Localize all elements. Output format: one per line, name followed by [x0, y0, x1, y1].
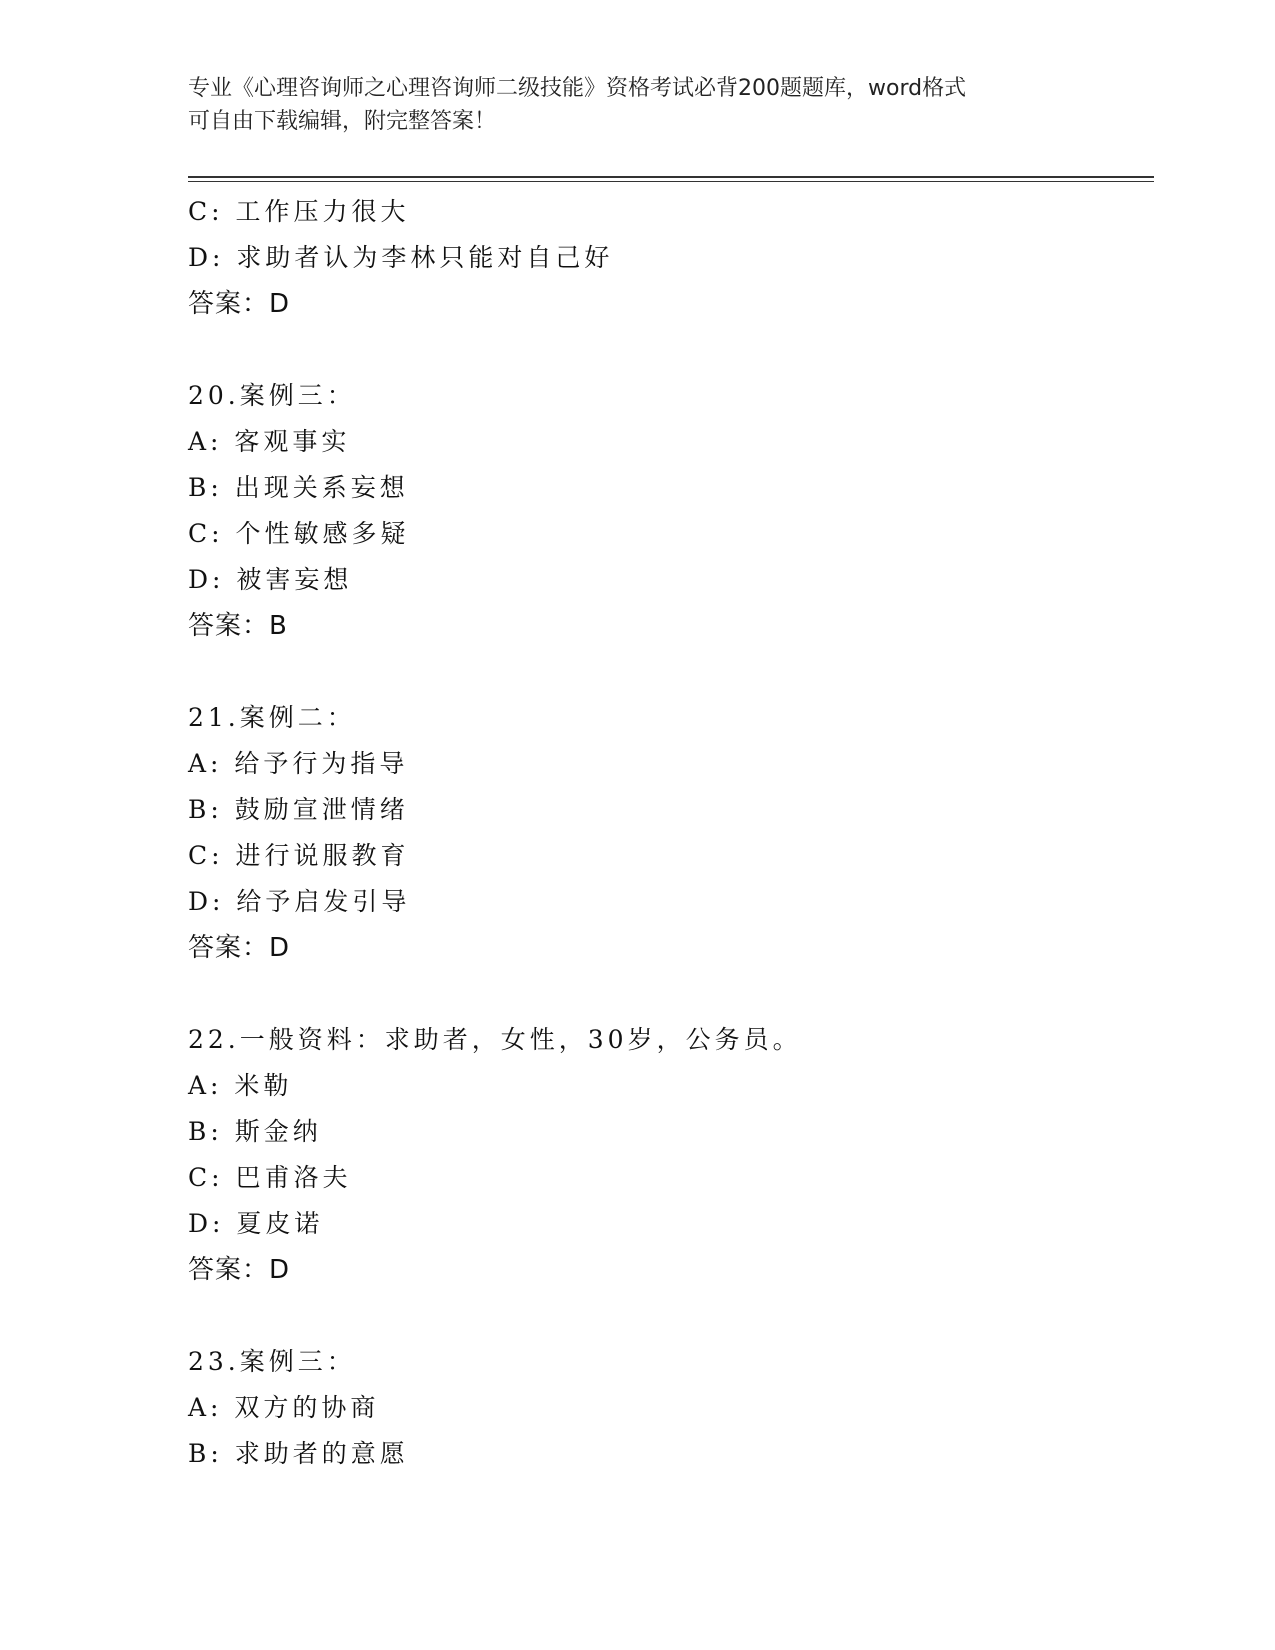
option-d: D: 夏皮诺	[188, 1209, 324, 1238]
question-block	[188, 695, 1148, 971]
answer-line: 答案：D	[188, 1255, 291, 1285]
header-line-2: 可自由下载编辑，附完整答案！	[188, 109, 497, 134]
option-a: A: 给予行为指导	[188, 749, 409, 778]
question-title: 21.案例二：	[188, 703, 356, 732]
question-block	[188, 373, 1148, 649]
option-c: C: 工作压力很大	[188, 197, 410, 226]
question-block	[188, 189, 1148, 327]
option-a: A: 客观事实	[188, 427, 351, 456]
option-d: D: 被害妄想	[188, 565, 353, 594]
option-b: B: 鼓励宣泄情绪	[188, 795, 409, 824]
answer-line: 答案：D	[188, 933, 291, 963]
spacer	[188, 971, 1148, 1017]
option-a: A: 米勒	[188, 1071, 293, 1100]
question-title: 23.案例三：	[188, 1347, 356, 1376]
option-a: A: 双方的协商	[188, 1393, 380, 1422]
option-c: C: 巴甫洛夫	[188, 1163, 352, 1192]
question-title: 22.一般资料：求助者，女性，30岁，公务员。	[188, 1025, 802, 1054]
document-header	[188, 72, 1088, 138]
answer-line: 答案：D	[188, 289, 291, 319]
question-list	[188, 189, 1148, 1477]
spacer	[188, 327, 1148, 373]
answer-line: 答案：B	[188, 611, 288, 641]
header-line-1: 专业《心理咨询师之心理咨询师二级技能》资格考试必背200题题库，word格式	[188, 76, 967, 101]
question-title: 20.案例三：	[188, 381, 356, 410]
option-b: B: 斯金纳	[188, 1117, 322, 1146]
question-block	[188, 1017, 1148, 1293]
option-b: B: 求助者的意愿	[188, 1439, 409, 1468]
header-divider-thick	[188, 176, 1154, 178]
spacer	[188, 1293, 1148, 1339]
option-d: D: 求助者认为李林只能对自己好	[188, 243, 614, 272]
option-d: D: 给予启发引导	[188, 887, 411, 916]
option-c: C: 进行说服教育	[188, 841, 410, 870]
question-block	[188, 1339, 1148, 1477]
header-divider-thin	[188, 181, 1154, 182]
option-c: C: 个性敏感多疑	[188, 519, 410, 548]
option-b: B: 出现关系妄想	[188, 473, 409, 502]
spacer	[188, 649, 1148, 695]
